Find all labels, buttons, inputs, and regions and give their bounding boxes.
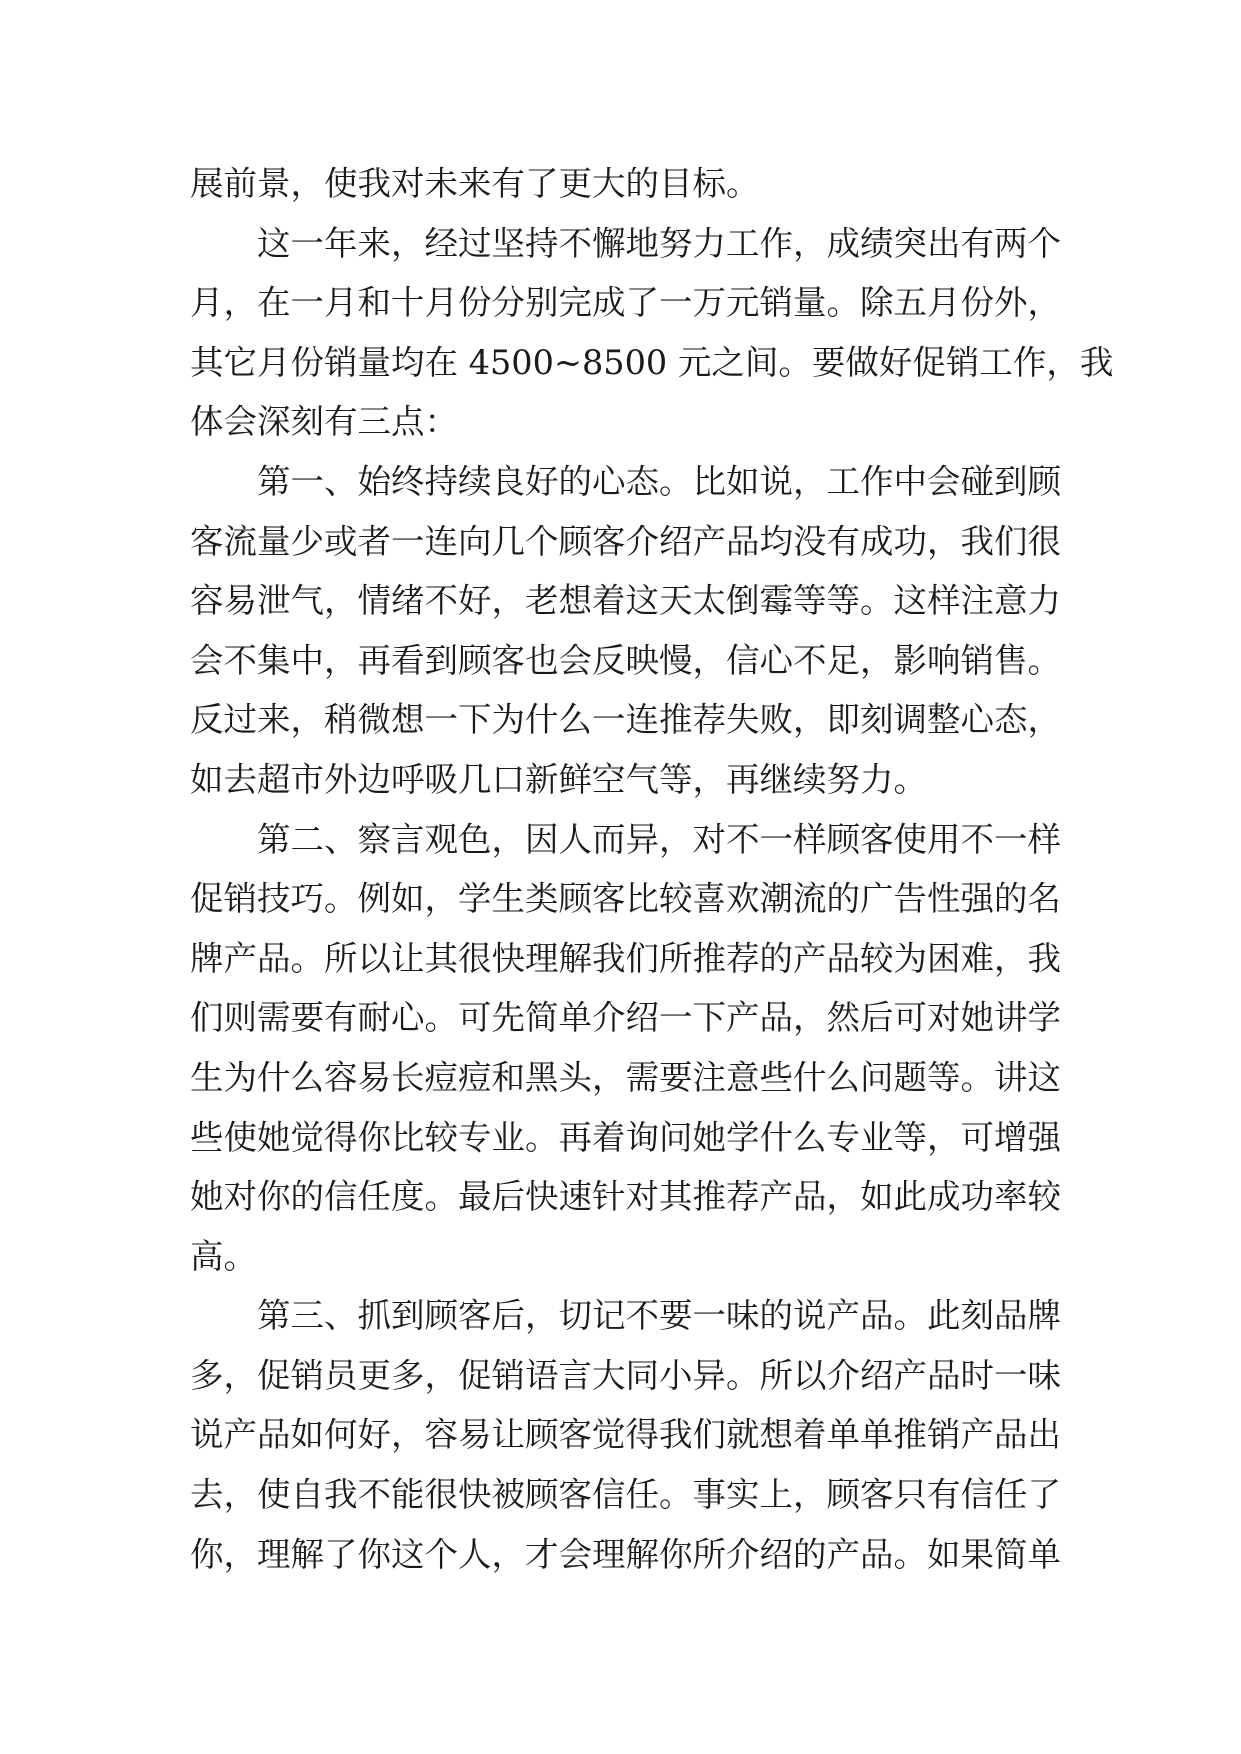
text-line: 这一年来，经过坚持不懈地努力工作，成绩突出有两个 — [257, 223, 1061, 263]
text-line: 反过来，稍微想一下为什么一连推荐失败，即刻调整心态， — [190, 700, 1061, 740]
body-text — [190, 154, 1114, 1584]
text-line: 体会深刻有三点： — [190, 402, 458, 442]
text-line: 促销技巧。例如，学生类顾客比较喜欢潮流的广告性强的名 — [190, 879, 1061, 919]
text-line: 第一、始终持续良好的心态。比如说，工作中会碰到顾 — [257, 461, 1061, 501]
text-line: 她对你的信任度。最后快速针对其推荐产品，如此成功率较 — [190, 1177, 1061, 1217]
text-line: 客流量少或者一连向几个顾客介绍产品均没有成功，我们很 — [190, 521, 1061, 561]
text-line: 牌产品。所以让其很快理解我们所推荐的产品较为困难，我 — [190, 938, 1061, 978]
text-line: 去，使自我不能很快被顾客信任。事实上，顾客只有信任了 — [190, 1475, 1061, 1515]
text-line: 说产品如何好，容易让顾客觉得我们就想着单单推销产品出 — [190, 1415, 1061, 1455]
text-line: 们则需要有耐心。可先简单介绍一下产品，然后可对她讲学 — [190, 998, 1061, 1038]
text-line: 你，理解了你这个人，才会理解你所介绍的产品。如果简单 — [190, 1534, 1061, 1574]
text-line: 生为什么容易长痘痘和黑头，需要注意些什么问题等。讲这 — [190, 1057, 1061, 1097]
text-line: 月，在一月和十月份分别完成了一万元销量。除五月份外， — [190, 283, 1061, 323]
text-line: 其它月份销量均在 4500~8500 元之间。要做好促销工作，我 — [190, 342, 1114, 382]
text-line: 展前景，使我对未来有了更大的目标。 — [190, 164, 760, 203]
text-line: 会不集中，再看到顾客也会反映慢，信心不足，影响销售。 — [190, 640, 1061, 680]
text-line: 些使她觉得你比较专业。再着询问她学什么专业等，可增强 — [190, 1117, 1061, 1157]
text-line: 第二、察言观色，因人而异，对不一样顾客使用不一样 — [257, 819, 1061, 859]
text-line: 高。 — [190, 1236, 257, 1276]
text-line: 如去超市外边呼吸几口新鲜空气等，再继续努力。 — [190, 759, 927, 799]
text-line: 多，促销员更多，促销语言大同小异。所以介绍产品时一味 — [190, 1355, 1061, 1395]
text-line: 容易泄气，情绪不好，老想着这天太倒霉等等。这样注意力 — [190, 581, 1061, 621]
text-line: 第三、抓到顾客后，切记不要一味的说产品。此刻品牌 — [257, 1296, 1061, 1336]
